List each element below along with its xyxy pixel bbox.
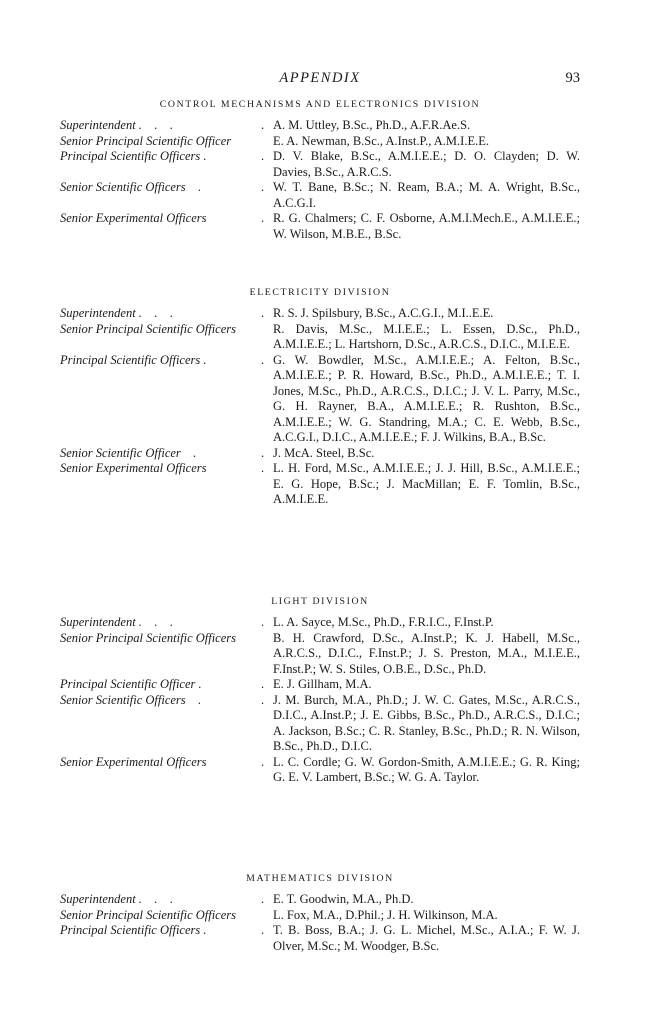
names-text: L. A. Sayce, M.Sc., Ph.D., F.R.I.C., F.Inst.P. <box>273 615 494 629</box>
staff-row <box>60 118 580 134</box>
staff-row <box>60 923 580 954</box>
role-label: Senior Experimental Officers <box>60 211 207 225</box>
division-title: CONTROL MECHANISMS AND ELECTRONICS DIVISION <box>159 99 481 110</box>
names-text: E. A. Newman, B.Sc., A.Inst.P., A.M.I.E.E. <box>273 133 489 148</box>
section-mathematics <box>60 873 580 954</box>
role-label: Superintendent . . . <box>60 615 174 629</box>
page-number: 93 <box>565 70 580 86</box>
staff-names <box>273 631 580 678</box>
staff-names <box>261 892 580 908</box>
page-header <box>60 70 580 90</box>
leader-dot: . <box>261 461 265 475</box>
section-control-mechanisms <box>60 99 580 242</box>
role-label: Principal Scientific Officers . <box>60 352 207 367</box>
staff-row <box>60 306 580 322</box>
staff-names <box>261 306 580 322</box>
leader-dot: . <box>261 306 265 320</box>
leader-dot: . <box>261 149 265 163</box>
names-text: R. Davis, M.Sc., M.I.E.E.; L. Essen, D.Sc., Ph.D., A.M.I.E.E.; L. Hartshorn, D.Sc., A.R.C.S., D.I.C., M.I.E.E. <box>273 321 580 351</box>
division-title: LIGHT DIVISION <box>271 596 369 607</box>
names-text: J. M. Burch, M.A., Ph.D.; J. W. C. Gates, M.Sc., A.R.C.S., D.I.C., A.Inst.P.; J. E. Gibbs, B.Sc., Ph.D., A.R.C.S., D.I.C.; A. Jackson, B.Sc.; C. R. Stanley, B.Sc., Ph.D.; R. N. Wilson, B.Sc., Ph.D., D.I.C. <box>273 692 580 753</box>
staff-names <box>261 149 580 180</box>
staff-row <box>60 677 580 693</box>
names-text: E. J. Gillham, M.A. <box>273 677 372 691</box>
names-text: A. M. Uttley, B.Sc., Ph.D., A.F.R.Ae.S. <box>273 118 471 132</box>
names-text: R. G. Chalmers; C. F. Osborne, A.M.I.Mech.E., A.M.I.E.E.; W. Wilson, M.B.E., B.Sc. <box>273 211 580 241</box>
role-label: Senior Principal Scientific Officers <box>60 321 237 336</box>
leader-dot: . <box>261 923 265 937</box>
staff-row <box>60 322 580 353</box>
staff-names <box>261 461 580 508</box>
staff-names <box>261 118 580 134</box>
staff-row <box>60 892 580 908</box>
staff-names <box>273 322 580 353</box>
staff-names <box>273 134 580 150</box>
staff-names <box>261 180 580 211</box>
role-label: Senior Scientific Officers . <box>60 180 202 194</box>
staff-row <box>60 149 580 180</box>
leader-dot: . <box>261 118 265 132</box>
staff-row <box>60 631 580 678</box>
section-light <box>60 596 580 786</box>
leader-dot: . <box>261 352 265 367</box>
staff-row <box>60 461 580 508</box>
staff-names <box>261 211 580 242</box>
names-text: T. B. Boss, B.A.; J. G. L. Michel, M.Sc., A.I.A.; F. W. J. Olver, M.Sc.; M. Woodger, B.Sc. <box>273 923 580 953</box>
leader-dot: . <box>261 445 265 460</box>
names-text: J. McA. Steel, B.Sc. <box>273 445 375 460</box>
staff-row <box>60 211 580 242</box>
staff-names <box>261 677 580 693</box>
names-text: L. H. Ford, M.Sc., A.M.I.E.E.; J. J. Hill, B.Sc., A.M.I.E.E.; E. G. Hope, B.Sc.; J. MacMillan; E. F. Tomlin, B.Sc., A.M.I.E.E. <box>273 461 580 506</box>
leader-dot: . <box>261 892 265 906</box>
role-label: Superintendent . . . <box>60 306 174 320</box>
staff-names <box>261 692 580 755</box>
role-label: Senior Principal Scientific Officer <box>60 133 232 148</box>
division-title: MATHEMATICS DIVISION <box>246 873 394 884</box>
names-text: E. T. Goodwin, M.A., Ph.D. <box>273 892 414 906</box>
role-label: Senior Principal Scientific Officers <box>60 630 237 645</box>
role-label: Principal Scientific Officers . <box>60 149 207 163</box>
staff-row <box>60 446 580 462</box>
role-label: Principal Scientific Officer . <box>60 677 202 691</box>
staff-names <box>261 352 580 446</box>
role-label: Superintendent . . . <box>60 892 174 906</box>
names-text: L. Fox, M.A., D.Phil.; J. H. Wilkinson, M.A. <box>273 907 498 922</box>
staff-row <box>60 180 580 211</box>
staff-row <box>60 134 580 150</box>
section-electricity <box>60 287 580 508</box>
names-text: R. S. J. Spilsbury, B.Sc., A.C.G.I., M.I..E.E. <box>273 306 494 320</box>
staff-names <box>261 445 580 462</box>
staff-row <box>60 693 580 755</box>
names-text: G. W. Bowdler, M.Sc., A.M.I.E.E.; A. Felton, B.Sc., A.M.I.E.E.; P. R. Howard, B.Sc., Ph.D., A.M.I.E.E.; T. I. Jones, M.Sc., Ph.D., A.R.C.S., D.I.C.; J. V. L. Parry, M.Sc., G. H. Rayner, B.A., A.M.I.E.E.; R. Rushton, B.Sc., A.M.I.E.E.; W. G. Standring, M.A.; C. E. Webb, B.Sc., A.C.G.I., D.I.C., A.M.I.E.E.; F. J. Wilkins, B.A., B.Sc. <box>273 352 580 444</box>
leader-dot: . <box>261 754 265 769</box>
leader-dot: . <box>261 180 265 194</box>
role-label: Superintendent . . . <box>60 118 174 132</box>
staff-row <box>60 755 580 786</box>
staff-names <box>261 615 580 631</box>
role-label: Senior Experimental Officers <box>60 461 207 475</box>
staff-row <box>60 908 580 924</box>
names-text: L. C. Cordle; G. W. Gordon-Smith, A.M.I.E.E.; G. R. King; G. E. V. Lambert, B.Sc.; W. G. A. Taylor. <box>273 754 580 784</box>
staff-names <box>273 908 580 924</box>
leader-dot: . <box>261 677 265 691</box>
role-label: Senior Scientific Officers . <box>60 692 202 707</box>
role-label: Principal Scientific Officers . <box>60 923 207 937</box>
names-text: B. H. Crawford, D.Sc., A.Inst.P.; K. J. Habell, M.Sc., A.R.C.S., D.I.C., F.Inst.P.; J. S. Preston, M.A., M.I.E.E., F.Inst.P.; W. S. Stiles, O.B.E., D.Sc., Ph.D. <box>273 630 580 676</box>
role-label: Senior Experimental Officers <box>60 754 207 769</box>
staff-row <box>60 353 580 446</box>
division-title: ELECTRICITY DIVISION <box>249 287 391 298</box>
leader-dot: . <box>261 615 265 629</box>
staff-names <box>261 923 580 954</box>
role-label: Senior Scientific Officer . <box>60 445 197 460</box>
page-title: APPENDIX <box>279 70 361 86</box>
names-text: W. T. Bane, B.Sc.; N. Ream, B.A.; M. A. Wright, B.Sc., A.C.G.I. <box>273 180 580 210</box>
staff-names <box>261 754 580 786</box>
names-text: D. V. Blake, B.Sc., A.M.I.E.E.; D. O. Clayden; D. W. Davies, B.Sc., A.R.C.S. <box>273 149 580 179</box>
role-label: Senior Principal Scientific Officers <box>60 907 237 922</box>
leader-dot: . <box>261 692 265 707</box>
staff-row <box>60 615 580 631</box>
leader-dot: . <box>261 211 265 225</box>
